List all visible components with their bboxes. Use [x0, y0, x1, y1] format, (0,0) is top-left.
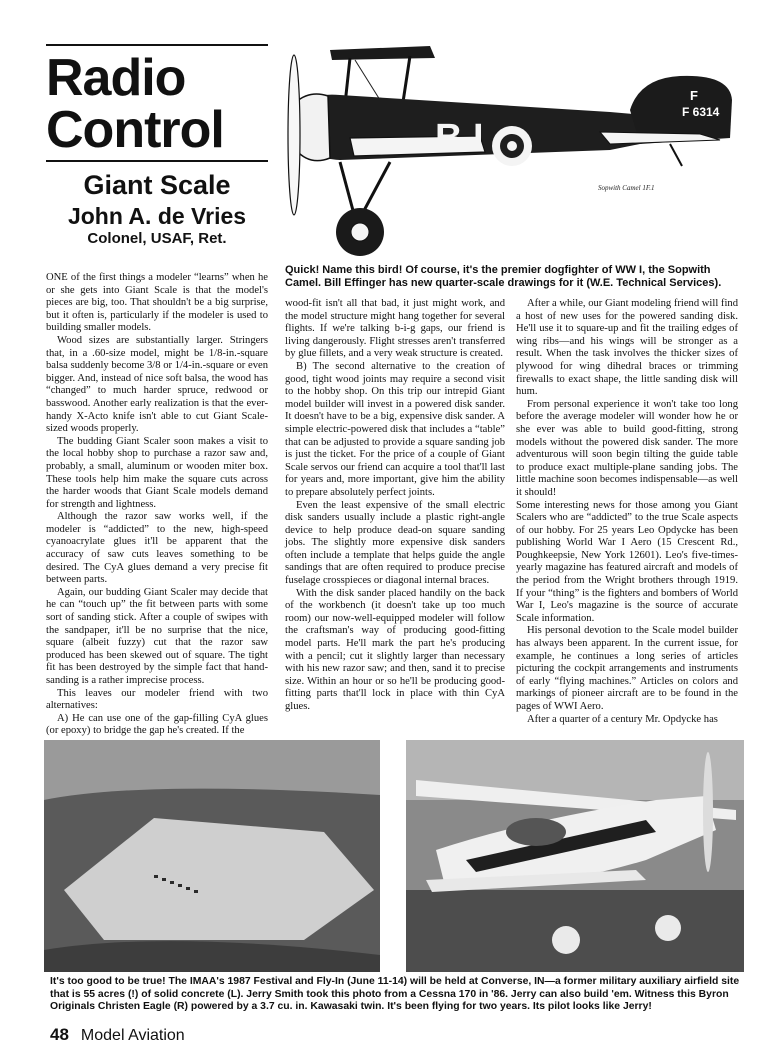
paragraph: Even the least expensive of the small electric disk sanders usually include a plastic right-angle device to help produce dead-on square sanding jobs. The slightly more expensive disk sanders often include a template that helps guide the angle sandings that are often required to produce precise fuselage crosspieces or diagonal internal braces. — [285, 499, 505, 587]
page-number: 48 — [50, 1025, 69, 1044]
top-photo-caption: Quick! Name this bird! Of course, it's the premier dogfighter of WW I, the Sopwith Camel. Bill Effinger has new quarter-scale drawings for it (W.E. Technical Services). — [285, 264, 722, 289]
header-top-rule — [46, 44, 268, 46]
magazine-name: Model Aviation — [80, 1027, 185, 1044]
page-footer — [50, 1025, 350, 1045]
sopwith-camel-illustration — [280, 40, 740, 262]
paragraph: Again, our budding Giant Scaler may decide that he can “touch up” the fit between parts with some sort of sanding stick. After a couple of swipes with the sandpaper, it'll be no surprise that the nice, square (albeit fuzzy) cut that the razor saw produced has been skewed out of square. The tight fit has been destroyed by the simple fact that hand-sanding is a rather imprecise process. — [46, 586, 268, 686]
article-column-3 — [516, 298, 738, 726]
paragraph: ONE of the first things a modeler “learns” when he or she gets into Giant Scale is that the model's pieces are big, too. That shouldn't be a big surprise, but it often is, particularly if the modeler is used to building smaller models. — [46, 272, 268, 334]
paragraph: This leaves our modeler friend with two alternatives: — [46, 687, 268, 712]
article-column-2 — [285, 298, 505, 714]
fuselage-letters: B I — [435, 117, 484, 159]
svg-text:F: F — [690, 88, 698, 103]
paragraph: From personal experience it won't take too long before the average modeler will wonder how he or she ever was able to build good-fitting, strong models without the powered disk sander. The more adventurous will soon begin tilting the guide table to produce exact multiple-plane sanding jobs. The little machine soon becomes indispensable—as well it should! — [516, 398, 738, 498]
paragraph: With the disk sander placed handily on the back of the workbench (it doesn't take up too much room) our now-well-equipped modeler will follow the craftsman's way of producing good-fitting model parts. He'll mark the part he's producing with a pencil; cut it slightly larger than necessary with his new razor saw; and then, sand it to precise size. Within an hour or so he'll be producing good-fitting parts that'll lock in place with thin CyA glues. — [285, 587, 505, 712]
paragraph: B) The second alternative to the creation of good, tight wood joints may require a second visit to the hobby shop. On this trip our intrepid Giant model builder will invest in a powered disk sander. It doesn't have to be a big, expensive disk sander. A simple electric-powered disk that includes a “table” that can be adjusted to provide a square sanding job is just the ticket. For the price of a couple of Giant Scale servos our friend can acquire a tool that'll last for years and, more important, give him the ability to prepare absolutely perfect joints. — [285, 360, 505, 498]
column-name: Giant Scale — [83, 170, 231, 200]
plane-credit: Sopwith Camel 1F.1 — [598, 184, 655, 192]
paragraph: After a quarter of a century Mr. Opdycke has — [527, 713, 718, 725]
paragraph: Wood sizes are substantially larger. Stringers that, in a .60-size model, might be 1/8-in.-square balsa suddenly become 3/8 or 1/4-in.-square or even bigger. And, instead of nice soft balsa, the wood has “changed” to much harder spruce, redwood or basswood. Another early realization is that the ever-handy X-Acto knife isn't able to cut Giant Scale-sized woods properly. — [46, 334, 268, 435]
section-title — [46, 49, 276, 159]
tail-marking: F 6314 — [682, 105, 720, 119]
author-rank: Colonel, USAF, Ret. — [87, 230, 227, 247]
paragraph: Some interesting news for those among you Giant Scalers who are “addicted” to the true Scale aspects of our hobby. For 25 years Leo Opdycke has been publishing World War I Aero (15 Crescent Rd., Poughkeepsie, New York 12601). Leo's five-times-yearly magazine has featured aircraft and models of the period from the Wright brothers through 1919. If your “thing” is the fighters and bombers of World War I, Leo's magazine is the source of accurate Scale information. — [516, 499, 738, 624]
paragraph: His personal devotion to the Scale model builder has always been apparent. In the current issue, for example, he continues a long series of articles picturing the cockpit arrangements and instruments of early “flying machines.” Articles on colors and markings of pioneer aircraft are to be found in the pages of WWI Aero. — [516, 625, 738, 712]
paragraph: The budding Giant Scaler soon makes a visit to the local hobby shop to purchase a razor saw and, probably, a small, aluminum or wooden miter box. These tools help him make the square cuts across the harder woods that Giant Scale models demand for strength and lightness. — [46, 435, 268, 510]
paragraph: Although the razor saw works well, if the modeler is “addicted” to the new, high-speed cyanoacrylate glues it'll be apparent that the accuracy of saw cuts leaves something to be desired. The CyA glues demand a very precise fit between parts. — [46, 511, 268, 586]
bottom-photo-caption: It's too good to be true! The IMAA's 1987 Festival and Fly-In (June 11-14) will be held at Converse, IN—a former military auxiliary airfield site that is 55 acres (!) of solid concrete (L). Jerry Smith took this photo from a Cessna 170 in '86. Jerry can also build 'em. Witness this Byron Originals Christen Eagle (R) powered by a 3.7 cu. in. Kawasaki twin. It's been flying for two years. Its pilot looks like Jerry! — [50, 976, 740, 1013]
header-mid-rule — [46, 160, 268, 162]
christen-eagle-photo — [406, 740, 744, 972]
author-name: John A. de Vries — [67, 203, 247, 229]
paragraph: wood-fit isn't all that bad, it just might work, and the model structure might hang together for several flights. If we're talking b-i-g gaps, our friend is living dangerously. Flight stresses aren't transferred by glue fillets, and a very weak structure is created. — [285, 298, 505, 360]
section-title-line1: Radio — [46, 49, 186, 107]
paragraph: After a while, our Giant modeling friend will find a host of new uses for the powered sanding disk. He'll use it to square-up and fit the trailing edges of wing ribs—and his wings will be stronger as a result. When the task involves the thicker sizes of plywood for wing dihedral braces or trimming firewalls to exact shape, the little sanding disk will hum. — [516, 298, 738, 398]
section-title-line2: Control — [46, 101, 224, 159]
paragraph: A) He can use one of the gap-filling CyA glues (or epoxy) to bridge the gap he's created. If the — [46, 712, 268, 737]
airfield-aerial-photo — [44, 740, 380, 972]
article-column-1 — [46, 272, 268, 738]
